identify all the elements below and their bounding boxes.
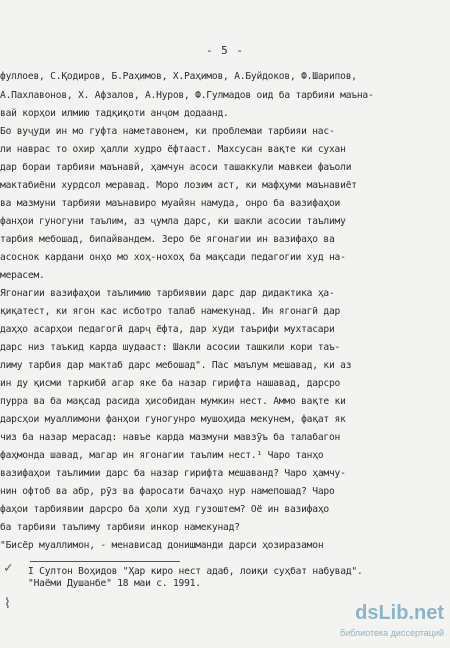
text-line: вай корҳои илмию тадқиқоти анҷом додаанд. bbox=[0, 108, 229, 119]
text-line: ва мазмуни тарбияи маънавиро муайян намуда, онро ба вазифаҳои bbox=[0, 198, 341, 209]
text-line: даҳҳо асарҳои педагогӣ дарҷ ёфта, дар худи таърифи мухтасари bbox=[0, 324, 335, 335]
text-line: чиз ба назар мерасад: навъе карда мазмуни мавзӯъ ба талабагон bbox=[0, 432, 341, 443]
text-line: Ягонагии вазифаҳои таълимию тарбиявии дарс дар дидактика ҳа- bbox=[0, 288, 335, 299]
watermark bbox=[304, 602, 444, 642]
page-number: - 5 - bbox=[205, 44, 245, 57]
margin-mark: ✓ bbox=[4, 560, 13, 576]
text-line: пурра ва ба мақсад расида ҳисобидан мумкин нест. Аммо вақте ки bbox=[0, 396, 346, 407]
text-line: асоснок кардани онҳо мо хоҳ-нохоҳ ба мақсади педагогии худ на- bbox=[0, 252, 346, 263]
text-line: "Бисёр муаллимон, - менависад донишманди дарси ҳозиразамон bbox=[0, 540, 324, 551]
text-line: лиму тарбия дар мактаб дарс мебошад". Пас маълум мешавад, ки аз bbox=[0, 360, 352, 371]
text-line: ин ду қисми таркибӣ агар яке ба назар гирифта нашавад, дарсро bbox=[0, 378, 341, 389]
text-line: вазифаҳои таълимии дарс ба назар гирифта мешаванд? Чаро ҳамчу- bbox=[0, 468, 346, 479]
footnote-separator bbox=[30, 561, 180, 562]
text-line: мерасем. bbox=[0, 270, 45, 281]
text-line: фаҳмонда шавад, магар ин ягонагии таълим нест.¹ Чаро танҳо bbox=[0, 450, 324, 461]
text-line: фанҳои гуногуни таълим, аз ҷумла дарс, ки шакли асосии таълиму bbox=[0, 216, 346, 227]
footnote-line: "Наёми Душанбе" 18 маи с. 1991. bbox=[28, 578, 201, 589]
text-line: фаҳои тарбиявии дарсро ба ҳоли худ гузоштем? Оё ин вазифаҳо bbox=[0, 504, 329, 515]
text-line: дарс низ таъкид карда шудааст: Шакли асосии ташкили кори таъ- bbox=[0, 342, 341, 353]
watermark-tagline: библиотека диссертаций bbox=[339, 628, 444, 638]
text-line: қиқатест, ки ягон кас исботро талаб намекунад. Ин ягонагӣ дар bbox=[0, 306, 341, 317]
watermark-logo: dsLib.net bbox=[355, 602, 444, 624]
text-line: ба тарбияи таълиму тарбияи инкор намекунад? bbox=[0, 522, 240, 533]
text-line: дарсҳои муаллимони фанҳои гуногунро мушоҳида мекунем, фақат як bbox=[0, 414, 346, 425]
text-line: фуллоев, С.Қодиров, Б.Раҳимов, Х.Раҳимов, А.Буйдоков, Ф.Шарипов, bbox=[0, 71, 357, 82]
text-line: нин офтоб ва абр, рӯз ва фаросати бачаҳо нур намепошад? Чаро bbox=[0, 486, 335, 497]
text-line: ли наврас то охир ҳалли худро ёфтааст. Махсусан вақте ки сухан bbox=[0, 144, 346, 155]
margin-mark: ⌇ bbox=[4, 596, 11, 612]
text-line: тарбия мебошад, бипайвандем. Зеро бе ягонагии ин вазифаҳо ва bbox=[0, 234, 335, 245]
text-line: дар бораи тарбияи маънавй, ҳамчун асоси ташаккули мавкеи фаъоли bbox=[0, 162, 352, 173]
text-line: Бо вуҷуди ин мо гуфта наметавонем, ки проблемаи тарбияи нас- bbox=[0, 126, 335, 137]
text-line: мактабиёни хурдсол меравад. Моро лозим аст, ки мафҳуми маънавиёт bbox=[0, 180, 357, 191]
footnote-line: I Султон Воҳидов "Ҳар киро нест адаб, лоиқи суҳбат набувад". bbox=[28, 566, 363, 577]
text-line: А.Пахлавонов, Х. Афзалов, А.Нуров, Ф.Гулмадов оид ба тарбияи маъна- bbox=[0, 90, 374, 101]
